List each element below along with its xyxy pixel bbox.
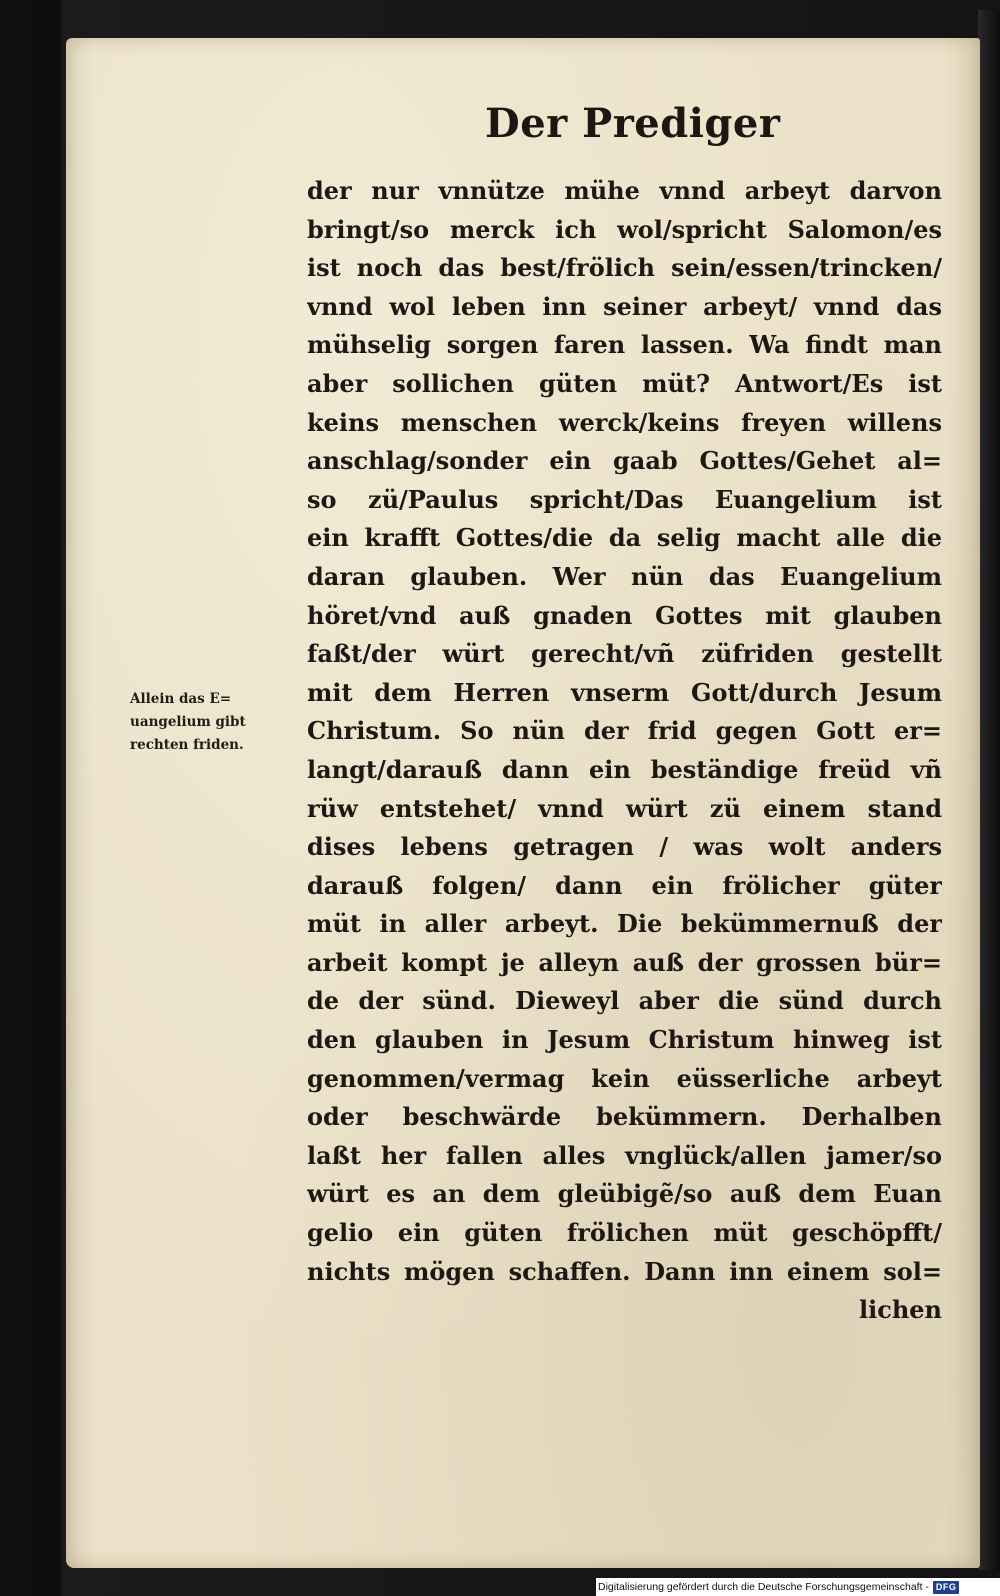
text-line: anschlag/sonder ein gaab Gottes/Gehet al= xyxy=(307,446,942,476)
text-line-catchword: lichen xyxy=(858,1295,942,1325)
text-line: rüw entstehet/ vnnd würt zü einem stand xyxy=(307,793,942,823)
text-line: de der sünd. Dieweyl aber die sünd durch xyxy=(307,986,942,1016)
text-line: aber sollichen güten müt? Antwort/Es ist xyxy=(307,368,942,398)
text-line: ein krafft Gottes/die da selig macht alle die xyxy=(307,523,942,553)
text-line: laßt her fallen alles vnglück/allen jamer/so xyxy=(307,1140,942,1170)
body-text xyxy=(307,172,942,1330)
text-line: der nur vnnütze mühe vnnd arbeyt darvon xyxy=(307,176,942,205)
marginal-note-line: Allein das E= xyxy=(130,691,232,707)
text-line: dises lebens getragen / was wolt anders xyxy=(307,832,942,862)
page-edge xyxy=(978,10,1000,1570)
credit-text: Digitalisierung gefördert durch die Deutsche Forschungsgemeinschaft - xyxy=(598,1581,929,1593)
running-head: Der Prediger xyxy=(485,100,781,147)
text-line: höret/vnd auß gnaden Gottes mit glauben xyxy=(307,600,942,630)
text-line: müt in aller arbeyt. Die bekümmernuß der xyxy=(307,909,942,939)
marginal-note-line: uangelium gibt xyxy=(130,714,246,730)
dfg-logo-icon: DFG xyxy=(933,1581,960,1594)
text-line: arbeit kompt je alleyn auß der grossen bür= xyxy=(307,947,942,977)
text-line: mit dem Herren vnserm Gott/durch Jesum xyxy=(307,677,942,707)
text-line: darauß folgen/ dann ein frölicher güter xyxy=(307,870,942,900)
text-line: genommen/vermag kein eüsserliche arbeyt xyxy=(307,1063,942,1093)
text-line: nichts mögen schaffen. Dann inn einem sol= xyxy=(307,1256,942,1286)
text-line: ist noch das best/frölich sein/essen/trincken/ xyxy=(307,253,942,283)
text-line: keins menschen werck/keins freyen willens xyxy=(307,407,942,437)
text-line: den glauben in Jesum Christum hinweg ist xyxy=(307,1025,942,1055)
marginal-note xyxy=(130,688,300,757)
text-line: oder beschwärde bekümmern. Derhalben xyxy=(307,1102,942,1132)
marginal-note-line: rechten friden. xyxy=(130,737,244,753)
text-line: Christum. So nün der frid gegen Gott er= xyxy=(307,716,942,746)
text-line: so zü/Paulus spricht/Das Euangelium ist xyxy=(307,484,942,514)
text-line: daran glauben. Wer nün das Euangelium xyxy=(307,561,942,591)
text-line: würt es an dem gleübigẽ/so auß dem Euan xyxy=(307,1179,942,1209)
text-line: vnnd wol leben inn seiner arbeyt/ vnnd das xyxy=(307,291,942,321)
text-line: faßt/der würt gerecht/vñ züfriden gestellt xyxy=(307,639,942,669)
text-line: gelio ein güten frölichen müt geschöpfft/ xyxy=(307,1218,942,1248)
text-line: mühselig sorgen faren lassen. Wa findt man xyxy=(307,330,942,360)
text-line: langt/darauß dann ein beständige freüd vñ xyxy=(307,754,942,784)
text-line: bringt/so merck ich wol/spricht Salomon/es xyxy=(307,214,942,244)
digitization-credit xyxy=(596,1578,1000,1596)
